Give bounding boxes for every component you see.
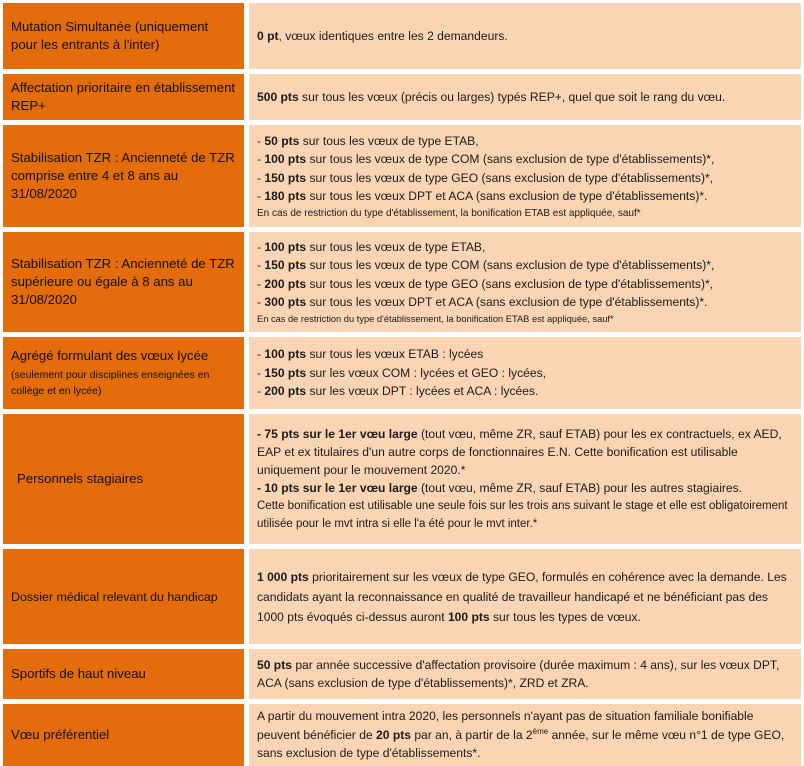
row-label-main: Agrégé formulant des vœux lycée: [11, 348, 209, 363]
dash: -: [257, 347, 265, 362]
points-value: 100 pts: [447, 609, 490, 624]
dash: -: [257, 365, 265, 380]
paragraph: [257, 479, 793, 497]
points-value: 200 pts: [264, 384, 307, 399]
dash: -: [257, 295, 265, 309]
row-value-cell: [249, 649, 801, 699]
dash: -: [257, 384, 265, 399]
row-label: Sportifs de haut niveau: [11, 666, 146, 681]
value-text: sur les vœux COM : lycées et GEO : lycées,: [306, 365, 546, 380]
points-value: 180 pts: [264, 189, 307, 203]
row-value: [257, 656, 793, 693]
value-text: prioritairement sur les vœux de type GEO, formulés en cohérence avec la demande. Les candidats ayant la reconnaissance en qualité de travailleur handicapé et ne bénéficiant pas des 1000 pts évoqués ci-dessus auront: [257, 569, 787, 624]
points-value: 300 pts: [264, 295, 307, 309]
row-value: [257, 425, 793, 533]
list-item: [257, 169, 714, 188]
row-label-cell: [3, 125, 244, 227]
row-label: Affectation prioritaire en établissement REP+: [11, 80, 236, 113]
table-row: [3, 125, 801, 227]
row-label: Dossier médical relevant du handicap: [11, 589, 218, 604]
row-label: [11, 347, 236, 399]
value-text: sur les vœux DPT : lycées et ACA : lycées.: [306, 384, 539, 399]
list-item: [257, 132, 714, 151]
dash: -: [257, 170, 265, 185]
dash: -: [257, 189, 265, 203]
table-row: [3, 704, 801, 766]
row-value-cell: [249, 232, 801, 332]
points-value: 0 pt: [257, 28, 279, 43]
points-value: 100 pts: [264, 239, 307, 254]
points-value: 1 000 pts: [257, 569, 309, 584]
row-value: [257, 238, 714, 327]
row-label-cell: [3, 232, 244, 332]
points-value: 500 pts: [257, 89, 299, 104]
dash: -: [257, 239, 265, 254]
value-text: sur tous les vœux DPT et ACA (sans exclusion de type d'établissements)*.: [306, 295, 708, 309]
dash: -: [257, 276, 265, 291]
row-label-cell: [3, 74, 244, 120]
table-row: [3, 337, 801, 409]
points-value: 100 pts: [264, 152, 307, 166]
row-value: [257, 345, 546, 401]
list-item: [257, 187, 714, 206]
points-value: 50 pts: [264, 133, 300, 148]
paragraph: [257, 425, 793, 479]
value-text: sur tous les vœux de type GEO (sans exclusion de type d'établissements)*,: [306, 276, 714, 291]
list-item: [257, 382, 546, 401]
row-label-cell: [3, 549, 244, 644]
dash: -: [257, 258, 265, 272]
points-value: 20 pts: [376, 727, 411, 742]
points-value: - 10 pts sur le 1er vœu large: [257, 481, 418, 495]
list-item: [257, 293, 714, 312]
row-value: [257, 27, 508, 46]
list-item: [257, 150, 714, 169]
table-row: [3, 414, 801, 544]
row-value: [257, 567, 793, 627]
table-row: [3, 549, 801, 644]
value-text: (tout vœu, même ZR, sauf ETAB) pour les autres stagiaires.: [417, 481, 743, 495]
value-text: année, sur le même vœu n°1 de type GEO, sans exclusion de type d'établissements*.: [257, 727, 785, 761]
row-label: Vœu préférentiel: [11, 727, 110, 742]
list-item: [257, 345, 546, 364]
footnote: En cas de restriction du type d'établissement, la bonification ETAB est appliquée, sauf*: [257, 207, 641, 219]
paragraph: Cette bonification est utilisable une seule fois sur les trois ans suivant le stage et elle est obligatoirement utilisée pour le mvt intra si elle l'a été pour le mvt inter.*: [257, 500, 788, 530]
row-value-cell: [249, 414, 801, 544]
points-value: 50 pts: [257, 657, 292, 672]
row-label-cell: [3, 649, 244, 699]
list-item: [257, 364, 546, 383]
row-label-cell: [3, 704, 244, 766]
row-value-cell: [249, 704, 801, 766]
points-value: 150 pts: [264, 170, 307, 185]
table-row: [3, 3, 801, 69]
points-value: 150 pts: [264, 258, 307, 272]
points-value: 150 pts: [264, 365, 307, 380]
row-label: Stabilisation TZR : Ancienneté de TZR comprise entre 4 et 8 ans au 31/08/2020: [11, 150, 235, 201]
superscript: ème: [532, 726, 549, 736]
table-row: [3, 232, 801, 332]
row-value: [257, 707, 793, 763]
value-text: sur tous les vœux DPT et ACA (sans exclusion de type d'établissements)*.: [306, 189, 708, 203]
dash: -: [257, 133, 265, 148]
row-label-sub: (seulement pour disciplines enseignées en collège et en lycée): [11, 369, 210, 397]
list-item: [257, 256, 714, 275]
points-value: 100 pts: [264, 347, 307, 362]
row-label: Mutation Simultanée (uniquement pour les entrants à l'inter): [11, 19, 209, 52]
value-text: sur tous les vœux (précis ou larges) typés REP+, quel que soit le rang du vœu.: [298, 89, 726, 104]
value-text: par année successive d'affectation provisoire (durée maximum : 4 ans), sur les vœux DPT, ACA (sans exclusion de type d'établissements)*, ZRD et ZRA.: [257, 657, 780, 690]
row-label-cell: [3, 3, 244, 69]
row-value-cell: [249, 3, 801, 69]
points-value: 200 pts: [264, 276, 307, 291]
value-text: (tout vœu, même ZR, sauf ETAB) pour les ex contractuels, ex AED, EAP et ex titulaires d'un autre corps de fonctionnaires E.N. Cette bonification est utilisable uniquement pour le mouvement 2020.*: [257, 427, 782, 477]
table-row: [3, 649, 801, 699]
row-label: Personnels stagiaires: [17, 471, 144, 486]
list-item: [257, 275, 714, 294]
list-item: [257, 238, 714, 257]
dash: -: [257, 152, 265, 166]
row-value: [257, 88, 725, 107]
value-text: A partir du mouvement intra 2020, les personnels n'ayant pas de situation familiale bonifiable peuvent bénéficier de: [257, 709, 754, 742]
row-label-cell: [3, 337, 244, 409]
row-value-cell: [249, 74, 801, 120]
value-text: sur tous les vœux ETAB : lycées: [306, 347, 484, 362]
value-text: sur tous les vœux de type ETAB,: [306, 239, 486, 254]
value-text: sur tous les vœux de type GEO (sans exclusion de type d'établissements)*,: [306, 170, 714, 185]
value-text: sur tous les vœux de type COM (sans exclusion de type d'établissements)*,: [306, 258, 715, 272]
value-text: par an, à partir de la 2: [410, 727, 533, 742]
row-label-cell: [3, 414, 244, 544]
value-text: sur tous les types de vœux.: [489, 609, 641, 624]
footnote: En cas de restriction du type d'établissement, la bonification ETAB est appliquée, sauf*: [257, 313, 614, 324]
value-text: , vœux identiques entre les 2 demandeurs.: [278, 28, 508, 43]
row-value-cell: [249, 125, 801, 227]
row-value: [257, 132, 714, 221]
row-label: Stabilisation TZR : Ancienneté de TZR supérieure ou égale à 8 ans au 31/08/2020: [11, 256, 235, 307]
row-value-cell: [249, 337, 801, 409]
points-value: - 75 pts sur le 1er vœu large: [257, 427, 418, 441]
table-row: [3, 74, 801, 120]
value-text: sur tous les vœux de type ETAB,: [299, 133, 479, 148]
value-text: sur tous les vœux de type COM (sans exclusion de type d'établissements)*,: [306, 152, 715, 166]
row-value-cell: [249, 549, 801, 644]
